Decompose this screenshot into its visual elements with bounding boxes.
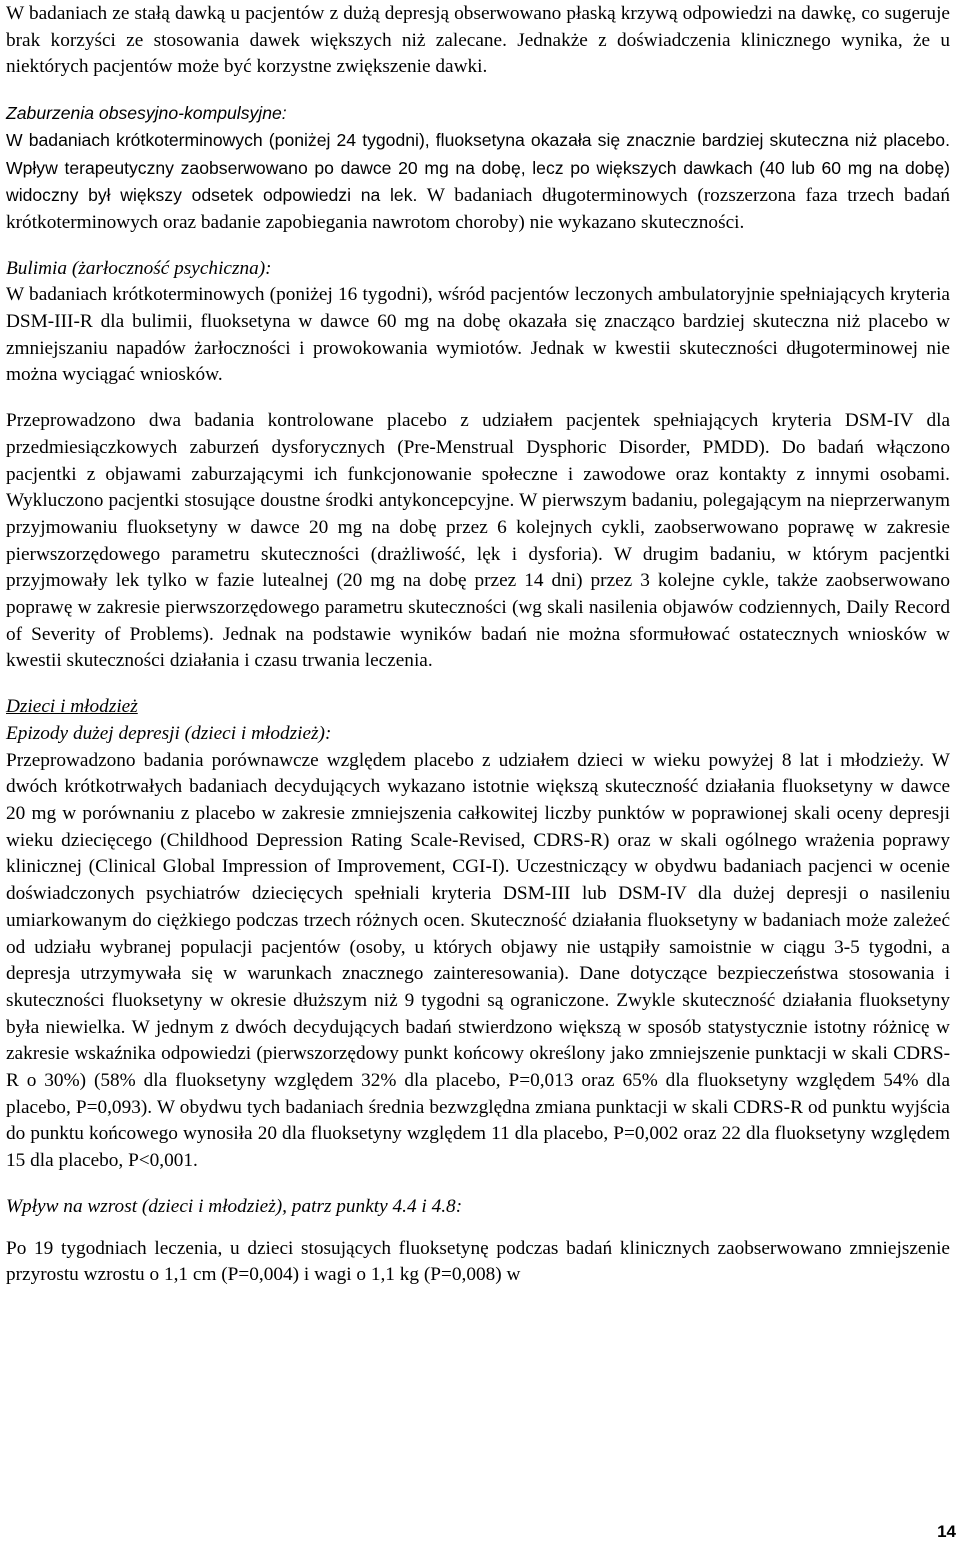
bulimia-heading: Bulimia (żarłoczność psychiczna): [6,257,272,279]
ocd-paragraph [6,127,950,237]
page-number: 14 [937,1522,956,1541]
growth-heading-text: Wpływ na wzrost (dzieci i młodzież), patrz punkty 4.4 i 4.8: [6,1195,463,1217]
ocd-body-serif: W badaniach długoterminowych (rozszerzona faza trzech badań krótkoterminowych oraz badanie zapobiegania nawrotom choroby) nie wykazano skuteczności. [6,185,950,233]
children-heading: Dzieci i młodzież [6,696,138,718]
document-page [6,1,950,1289]
growth-heading [6,1194,950,1221]
bulimia-paragraph: W badaniach krótkoterminowych (poniżej 16 tygodni), wśród pacjentów leczonych ambulatoryjnie spełniających kryteria DSM-III-R dla bulimii, fluoksetyna w dawce 60 mg na dobę okazała się znacząco bardziej skuteczna niż placebo w zmniejszaniu napadów żarłoczności i prowokowania wymiotów. Jednak w kwestii skuteczności długoterminowej nie można wyciągać wniosków. [6,284,950,386]
ocd-body-sans: W badaniach krótkoterminowych (poniżej 24 tygodni), fluoksetyna okazała się znacznie bardziej skuteczna niż placebo. Wpływ terapeutyczny zaobserwowano po dawce 20 mg na dobę, lecz po większych dawkach (40 lub 60 mg na dobę) widoczny był większy odsetek odpowiedzi na lek. [6,129,950,206]
pmdd-paragraph: Przeprowadzono dwa badania kontrolowane placebo z udziałem pacjentek spełniających kryteria DSM-IV dla przedmiesiączkowych zaburzeń dysforycznych (Pre-Menstrual Dysphoric Disorder, PMDD). Do badań włączono pacjentki z objawami zaburzającymi ich funkcjonowanie społeczne i zawodowe oraz kontakty z innymi osobami. Wykluczono pacjentki stosujące doustne środki antykoncepcyjne. W pierwszym badaniu, polegającym na nieprzerwanym przyjmowaniu fluoksetyny w dawce 20 mg na dobę przez 6 kolejnych cykli, zaobserwowano poprawę w zakresie pierwszorzędowego parametru skuteczności (drażliwość, lęk i dysforia). W drugim badaniu, w którym pacjentki przyjmowały lek tylko w fazie lutealnej (20 mg na dobę przez 14 dni) przez 3 kolejne cykle, także zaobserwowano poprawę w zakresie pierwszorzędowego parametru skuteczności (wg skali nasilenia objawów codziennych, Daily Record of Severity of Problems). Jednak na podstawie wyników badań nie można sformułować ostatecznych wniosków w kwestii skuteczności działania i czasu trwania leczenia. [6,410,950,672]
children-section [6,694,950,1175]
intro-paragraph: W badaniach ze stałą dawką u pacjentów z dużą depresją obserwowano płaską krzywą odpowiedzi na dawkę, co sugeruje brak korzyści ze stosowania dawek większych niż zalecane. Jednakże z doświadczenia klinicznego wynika, że u niektórych pacjentów może być korzystne zwiększenie dawki. [6,3,950,78]
ocd-heading: Zaburzenia obsesyjno-kompulsyjne: [6,103,287,124]
ocd-section [6,100,950,237]
bulimia-section [6,256,950,390]
growth-paragraph: Po 19 tygodniach leczenia, u dzieci stosujących fluoksetynę podczas badań klinicznych zaobserwowano zmniejszenie przyrostu wzrostu o 1,1 cm (P=0,004) i wagi o 1,1 kg (P=0,008) w [6,1237,950,1286]
children-subheading: Epizody dużej depresji (dzieci i młodzież): [6,722,332,744]
children-paragraph: Przeprowadzono badania porównawcze względem placebo z udziałem dzieci w wieku powyżej 8 lat i młodzieży. W dwóch krótkotrwałych badaniach decydujących wykazano istotnie większą skuteczność działania fluoksetyny w dawce 20 mg w porównaniu z placebo w zakresie zmniejszenia całkowitej liczby punktów w poprawionej skali oceny depresji wieku dziecięcego (Childhood Depression Rating Scale-Revised, CDRS-R) oraz w skali ogólnego wrażenia poprawy klinicznej (Clinical Global Impression of Improvement, CGI-I). Uczestniczący w obydwu badaniach pacjenci w ocenie doświadczonych psychiatrów dziecięcych spełniali kryteria DSM-III lub DSM-IV dla dużej depresji o nasileniu umiarkowanym do ciężkiego podczas trzech różnych ocen. Skuteczność działania fluoksetyny w badaniach może zależeć od udziału wybranej populacji pacjentów (osoby, u których objawy nie ustąpiły samoistnie w ciągu 3-5 tygodni, a depresja utrzymywała się w warunkach znacznego zainteresowania). Dane dotyczące bezpieczeństwa stosowania i skuteczności fluoksetyny w okresie dłuższym niż 9 tygodni są ograniczone. Zwykle skuteczność działania fluoksetyny była niewielka. W jednym z dwóch decydujących badań stwierdzono większą w sposób statystycznie istotny różnicę w zakresie wskaźnika odpowiedzi (pierwszorzędowy punkt końcowy określony jako zmniejszenie punktacji w skali CDRS-R o 30%) (58% dla fluoksetyny względem 32% dla placebo, P=0,013 oraz 65% dla fluoksetyny względem 54% dla placebo, P=0,093). W obydwu tych badaniach średnia bezwzględna zmiana punktacji w skali CDRS-R od punktu wyjścia do punktu końcowego wynosiła 20 dla fluoksetyny względem 11 dla placebo, P=0,002 oraz 22 dla fluoksetyny względem 15 dla placebo, P<0,001. [6,749,950,1172]
